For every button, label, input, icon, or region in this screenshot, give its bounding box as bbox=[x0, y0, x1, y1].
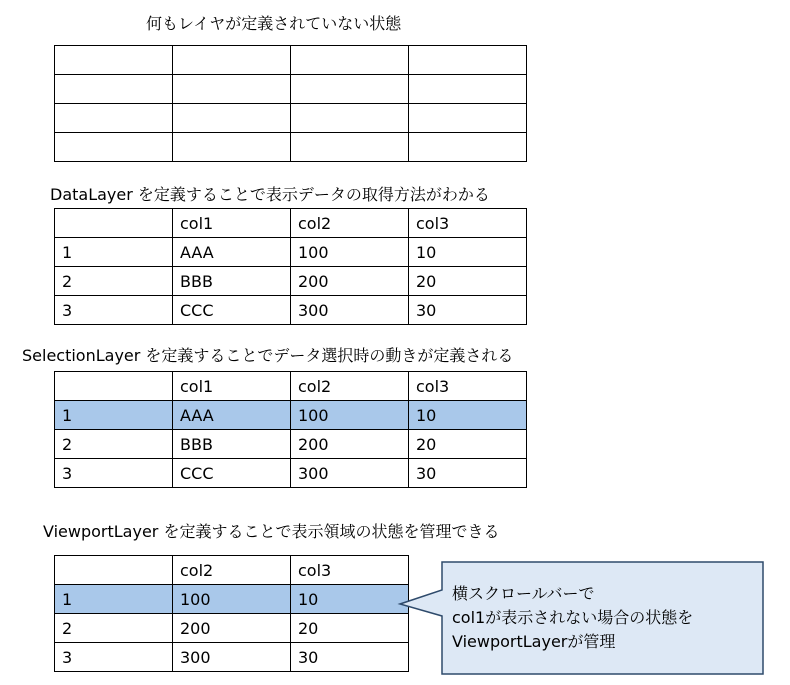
table-cell[interactable]: 300 bbox=[173, 643, 291, 672]
table-cell: 3 bbox=[55, 296, 173, 325]
table-cell[interactable]: 10 bbox=[409, 401, 527, 430]
header-cell: col3 bbox=[409, 209, 527, 238]
table-cell[interactable]: 20 bbox=[291, 614, 409, 643]
table-cell: 300 bbox=[291, 296, 409, 325]
table-cell: 2 bbox=[55, 267, 173, 296]
table-cell: 100 bbox=[291, 238, 409, 267]
table-cell[interactable]: 1 bbox=[55, 401, 173, 430]
table-cell[interactable]: 200 bbox=[291, 430, 409, 459]
header-cell: col3 bbox=[291, 556, 409, 585]
table-cell[interactable]: 10 bbox=[291, 585, 409, 614]
table-cell: 10 bbox=[409, 238, 527, 267]
table-cell[interactable]: BBB bbox=[173, 430, 291, 459]
table-cell[interactable]: 1 bbox=[55, 585, 173, 614]
callout-line: col1が表示されない場合の状態を bbox=[452, 608, 694, 627]
table-cell[interactable]: 200 bbox=[173, 614, 291, 643]
callout-line: ViewportLayerが管理 bbox=[452, 632, 616, 651]
table-cell: 20 bbox=[409, 267, 527, 296]
table-cell[interactable]: 30 bbox=[291, 643, 409, 672]
table-cell[interactable]: 3 bbox=[55, 643, 173, 672]
table-cell[interactable]: 100 bbox=[173, 585, 291, 614]
callout-line: 横スクロールバーで bbox=[452, 584, 595, 603]
empty-table-caption: 何もレイヤが定義されていない状態 bbox=[146, 14, 402, 33]
header-cell: col1 bbox=[173, 209, 291, 238]
viewportlayer-caption: ViewportLayer を定義することで表示領域の状態を管理できる bbox=[43, 522, 500, 541]
header-cell: col2 bbox=[291, 209, 409, 238]
datalayer-caption: DataLayer を定義することで表示データの取得方法がわかる bbox=[50, 185, 490, 204]
table-cell[interactable]: 2 bbox=[55, 614, 173, 643]
table-cell[interactable]: AAA bbox=[173, 401, 291, 430]
table-cell[interactable]: 100 bbox=[291, 401, 409, 430]
header-cell: col3 bbox=[409, 372, 527, 401]
header-cell: col1 bbox=[173, 372, 291, 401]
table-cell: 1 bbox=[55, 238, 173, 267]
table-cell: BBB bbox=[173, 267, 291, 296]
selectionlayer-caption: SelectionLayer を定義することでデータ選択時の動きが定義される bbox=[22, 346, 514, 365]
table-cell: 200 bbox=[291, 267, 409, 296]
table-cell: CCC bbox=[173, 296, 291, 325]
table-cell[interactable]: 2 bbox=[55, 430, 173, 459]
header-cell: col2 bbox=[291, 372, 409, 401]
table-cell[interactable]: 3 bbox=[55, 459, 173, 488]
callout-text bbox=[452, 582, 752, 654]
header-cell: col2 bbox=[173, 556, 291, 585]
table-cell: 30 bbox=[409, 296, 527, 325]
table-cell[interactable]: 20 bbox=[409, 430, 527, 459]
table-cell[interactable]: 30 bbox=[409, 459, 527, 488]
table-cell: AAA bbox=[173, 238, 291, 267]
table-cell[interactable]: 300 bbox=[291, 459, 409, 488]
table-cell[interactable]: CCC bbox=[173, 459, 291, 488]
